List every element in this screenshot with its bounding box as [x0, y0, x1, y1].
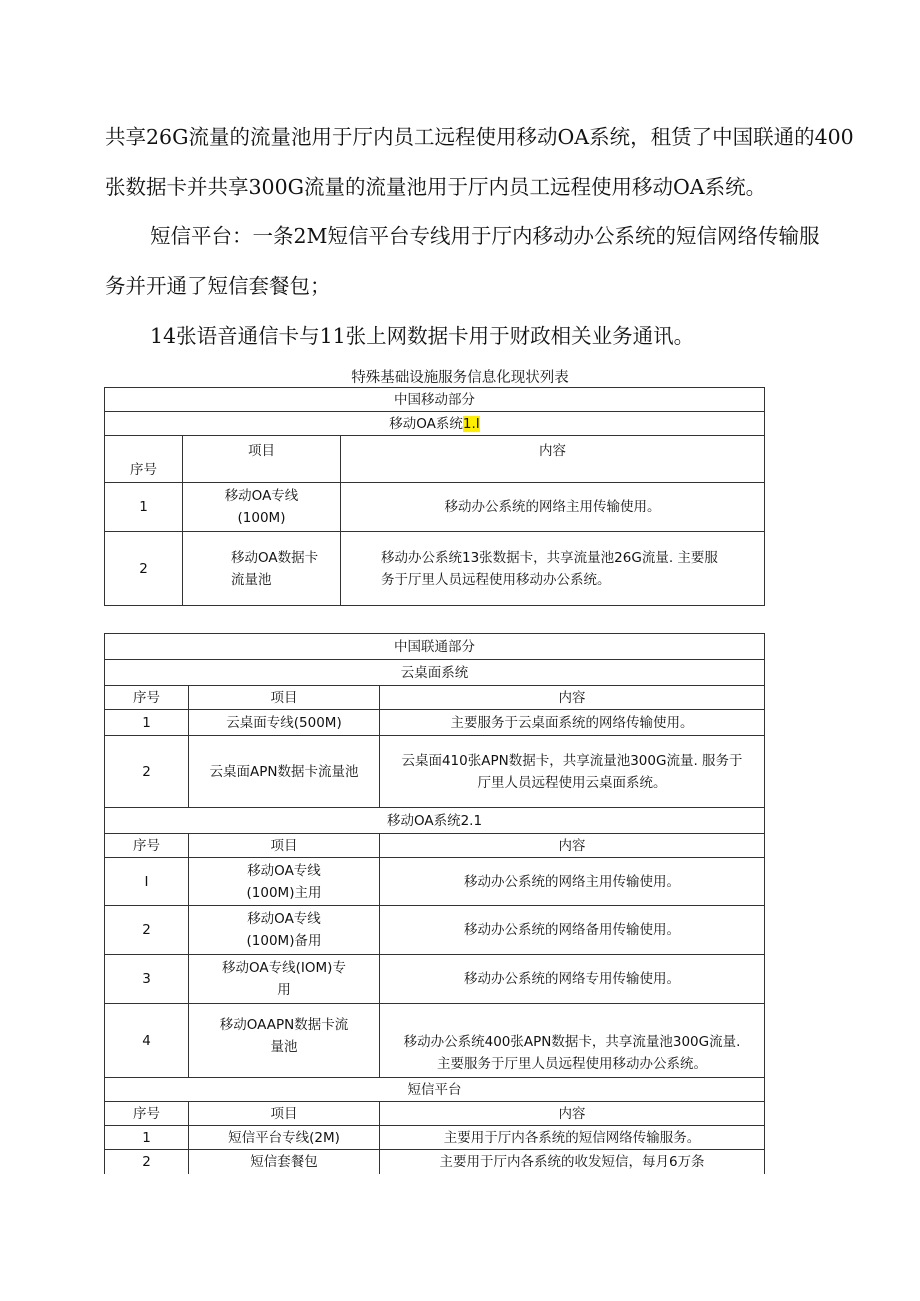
unicom-table: [104, 633, 765, 1174]
header-item: 项目: [189, 686, 380, 710]
paragraph-line-4: 务并开通了短信套餐包；: [105, 274, 331, 298]
header-content: 内容: [380, 1102, 765, 1126]
row-item: 云桌面专线(500M): [189, 710, 380, 736]
paragraph-line-3: 短信平台：一条2M短信平台专线用于厅内移动办公系统的短信网络传输服: [150, 224, 820, 248]
row-item: 移动OA专线(IOM)专 用: [189, 955, 380, 1004]
row-no: 3: [105, 955, 189, 1004]
paragraph-line-5: 14张语音通信卡与11张上网数据卡用于财政相关业务通讯。: [150, 324, 695, 348]
cloud-system-header: 云桌面系统: [105, 660, 765, 686]
header-item: 项目: [183, 436, 341, 483]
row-content: 移动办公系统400张APN数据卡，共享流量池300G流量. 主要服务于厅里人员远程使用移动办公系统。: [380, 1004, 765, 1078]
row-no: 1: [105, 483, 183, 532]
row-content: 主要用于厅内各系统的短信网络传输服务。: [380, 1126, 765, 1150]
row-content: 移动办公系统13张数据卡，共享流量池26G流量. 主要服 务于厅里人员远程使用移动办公系统。: [341, 532, 765, 606]
row-content: 移动办公系统的网络主用传输使用。: [380, 858, 765, 906]
table-row: [105, 710, 765, 736]
row-content: 移动办公系统的网络专用传输使用。: [380, 955, 765, 1004]
mobile-section-header: 中国移动部分: [105, 388, 765, 412]
row-item: 移动OA专线 (100M)主用: [189, 858, 380, 906]
mobile-table: [104, 387, 765, 606]
row-item: 移动OAAPN数据卡流 量池: [189, 1004, 380, 1078]
row-item: 短信套餐包: [189, 1150, 380, 1174]
row-no: I: [105, 858, 189, 906]
row-item: 移动OA专线 (100M)备用: [189, 906, 380, 955]
row-item: 短信平台专线(2M): [189, 1126, 380, 1150]
header-content: 内容: [380, 686, 765, 710]
table-title: 特殊基础设施服务信息化现状列表: [351, 370, 569, 386]
row-item: 云桌面APN数据卡流量池: [189, 736, 380, 808]
header-item: 项目: [189, 1102, 380, 1126]
header-content: 内容: [341, 436, 765, 483]
sms-system-header: 短信平台: [105, 1078, 765, 1102]
table-row: [105, 858, 765, 906]
unicom-section-header: 中国联通部分: [105, 634, 765, 660]
oa-system-header: 移动OA系统2.1: [105, 808, 765, 834]
table-row: [105, 1150, 765, 1174]
table-row: [105, 532, 765, 606]
row-content: 移动办公系统的网络主用传输使用。: [341, 483, 765, 532]
row-no: 2: [105, 906, 189, 955]
table-row: [105, 483, 765, 532]
header-no: 序号: [105, 436, 183, 483]
paragraph-line-1: 共享26G流量的流量池用于厅内员工远程使用移动OA系统，租赁了中国联通的400: [105, 125, 854, 149]
header-item: 项目: [189, 834, 380, 858]
row-no: 1: [105, 1126, 189, 1150]
mobile-oa-system-header: 移动OA系统1.I: [105, 412, 765, 436]
row-item: 移动OA专线 (100M): [183, 483, 341, 532]
header-no: 序号: [105, 686, 189, 710]
row-content: 移动办公系统的网络备用传输使用。: [380, 906, 765, 955]
row-no: 1: [105, 710, 189, 736]
header-no: 序号: [105, 1102, 189, 1126]
paragraph-line-2: 张数据卡并共享300G流量的流量池用于厅内员工远程使用移动OA系统。: [105, 175, 767, 199]
table-row: [105, 955, 765, 1004]
highlighted-version: 1.I: [462, 415, 480, 432]
row-content: 主要用于厅内各系统的收发短信，每月6万条: [380, 1150, 765, 1174]
table-row: [105, 906, 765, 955]
row-no: 2: [105, 736, 189, 808]
header-content: 内容: [380, 834, 765, 858]
table-row: [105, 736, 765, 808]
table-row: [105, 1126, 765, 1150]
row-no: 4: [105, 1004, 189, 1078]
header-no: 序号: [105, 834, 189, 858]
row-content: 云桌面410张APN数据卡，共享流量池300G流量. 服务于 厅里人员远程使用云桌面系统。: [380, 736, 765, 808]
table-row: [105, 1004, 765, 1078]
row-content: 主要服务于云桌面系统的网络传输使用。: [380, 710, 765, 736]
row-no: 2: [105, 532, 183, 606]
row-item: 移动OA数据卡 流量池: [183, 532, 341, 606]
row-no: 2: [105, 1150, 189, 1174]
